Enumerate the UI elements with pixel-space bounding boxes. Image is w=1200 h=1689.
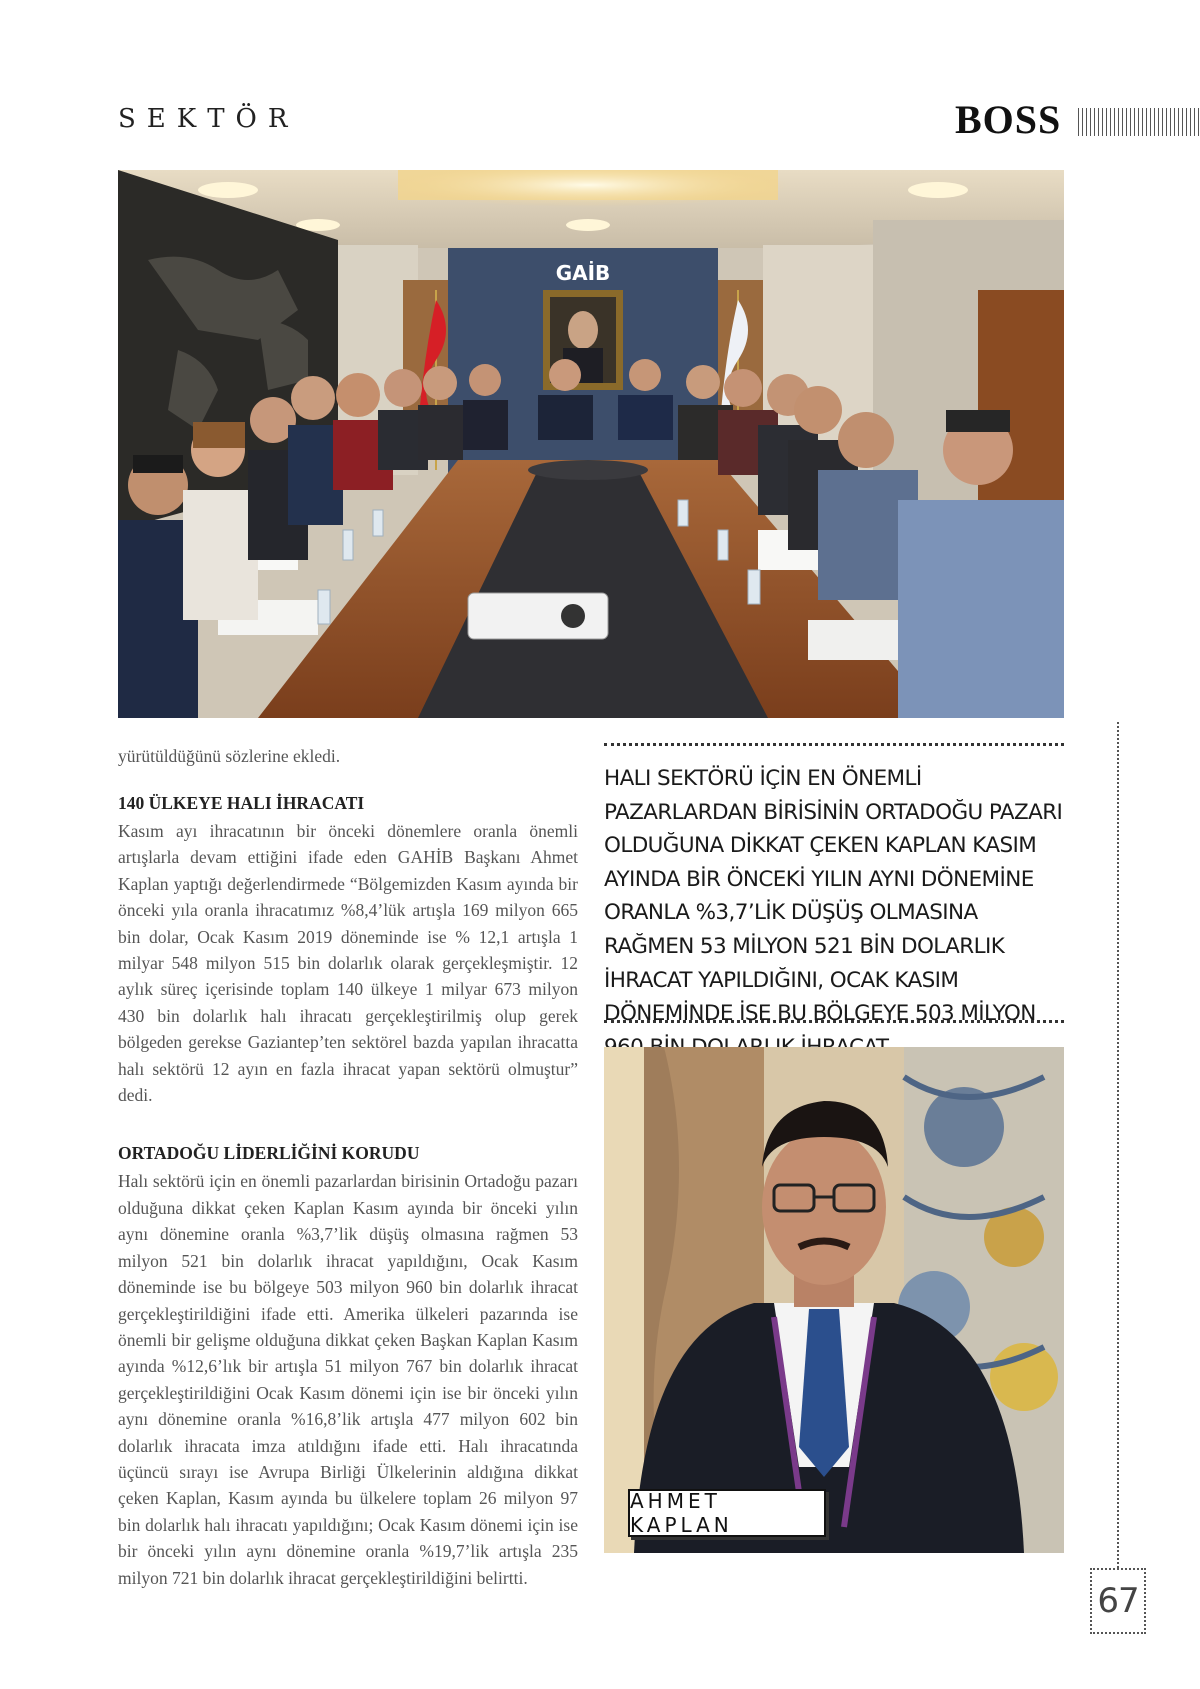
margin-dotted-rule bbox=[1117, 722, 1119, 1568]
article-left-column bbox=[118, 790, 578, 1591]
meeting-photo-illustration bbox=[118, 170, 1064, 718]
page-number: 67 bbox=[1090, 1568, 1146, 1634]
section-body-2: Halı sektörü için en önemli pazarlardan birisinin Ortadoğu pazarı olduğuna dikkat çeken Kaplan Kasım ayında bir önceki yılın aynı dönemine oranla %3,7’lik düşüş olmasına rağmen 53 milyon 521 bin dolarlık ihracat yapıldığını, Ocak Kasım döneminde ise bu bölgeye 503 milyon 960 bin dolarlık ihracat gerçekleştirildiğini ifade etti. Amerika ülkeleri pazarında ise önemli bir gelişme olduğuna dikkat çeken Başkan Kaplan Kasım ayında %12,6’lık bir artışla 51 milyon 767 bin dolarlık ihracat gerçekleştirildiğini Ocak Kasım dönemi için ise bir önceki yılın aynı dönemine oranla %16,8’lik artışla 477 milyon 602 bin dolarlık ihracata imza atıldığını ifade etti. Halı ihracatında üçüncü sırayı ise Avrupa Birliği Ülkelerinin aldığına dikkat çeken Kaplan, Kasım ayında bu ülkelere toplam 26 milyon 97 bin dolarlık halı ihracatı yapıldığını; Ocak Kasım dönemi için ise bir önceki yılın aynı dönemine oranla %19,7’lik artışla 235 milyon 721 bin dolarlık ihracat gerçekleştirildiğini belirtti. bbox=[118, 1171, 578, 1588]
portrait-photo bbox=[604, 1047, 1064, 1553]
pull-quote-bottom-rule bbox=[604, 1020, 1064, 1023]
meeting-photo bbox=[118, 170, 1064, 718]
magazine-logo: BOSS bbox=[955, 97, 1062, 142]
section-heading-1: 140 ÜLKEYE HALI İHRACATI bbox=[118, 793, 365, 813]
pull-quote-top-rule bbox=[604, 743, 1064, 746]
logo-barcode-ornament bbox=[1078, 108, 1200, 136]
portrait-illustration bbox=[604, 1047, 1064, 1553]
pull-quote: HALI SEKTÖRÜ İÇİN EN ÖNEMLİ PAZARLARDAN BİRİSİNİN ORTADOĞU PAZARI OLDUĞUNA DİKKAT ÇEKEN KAPLAN KASIM AYINDA BİR ÖNCEKİ YILIN AYNI DÖNEMİNE ORANLA %3,7’LİK DÜŞÜŞ OLMASINA RAĞMEN 53 MİLYON 521 BİN DOLARLIK İHRACAT YAPILDIĞINI, OCAK KASIM DÖNEMİNDE İSE BU BÖLGEYE 503 MİLYON bbox=[604, 766, 1063, 1027]
section-label: SEKTÖR bbox=[118, 104, 299, 134]
meeting-logo-text: GAİB bbox=[555, 261, 611, 285]
section-heading-2: ORTADOĞU LİDERLİĞİNİ KORUDU bbox=[118, 1143, 420, 1164]
portrait-caption: AHMET KAPLAN bbox=[628, 1489, 826, 1537]
lead-line: yürütüldüğünü sözlerine ekledi. bbox=[118, 746, 341, 766]
section-body-1: Kasım ayı ihracatının bir önceki dönemlere oranla önemli artışlarla devam ettiğini ifade eden GAHİB Başkanı Ahmet Kaplan yaptığı değerlendirmede “Bölgemizden Kasım ayında bir önceki yıla oranla ihracatımız %8,4’lük artışla 169 milyon 665 bin dolar, Ocak Kasım 2019 döneminde ise % 12,1 artışla 1 milyar 548 milyon 515 bin dolarlık olarak gerçekleşmiştir. 12 aylık süreç içerisinde toplam 140 ülkeye 1 milyar 673 milyon 430 bin dolarlık halı ihracatı gerçekleştirilmiş olup gerek bölgeden gerekse Gaziantep’ten sektörel bazda yapılan ihracatta halı sektörü 12 ayın en fazla ihracat yapan sektörü olmuştur” dedi. bbox=[118, 821, 578, 1106]
